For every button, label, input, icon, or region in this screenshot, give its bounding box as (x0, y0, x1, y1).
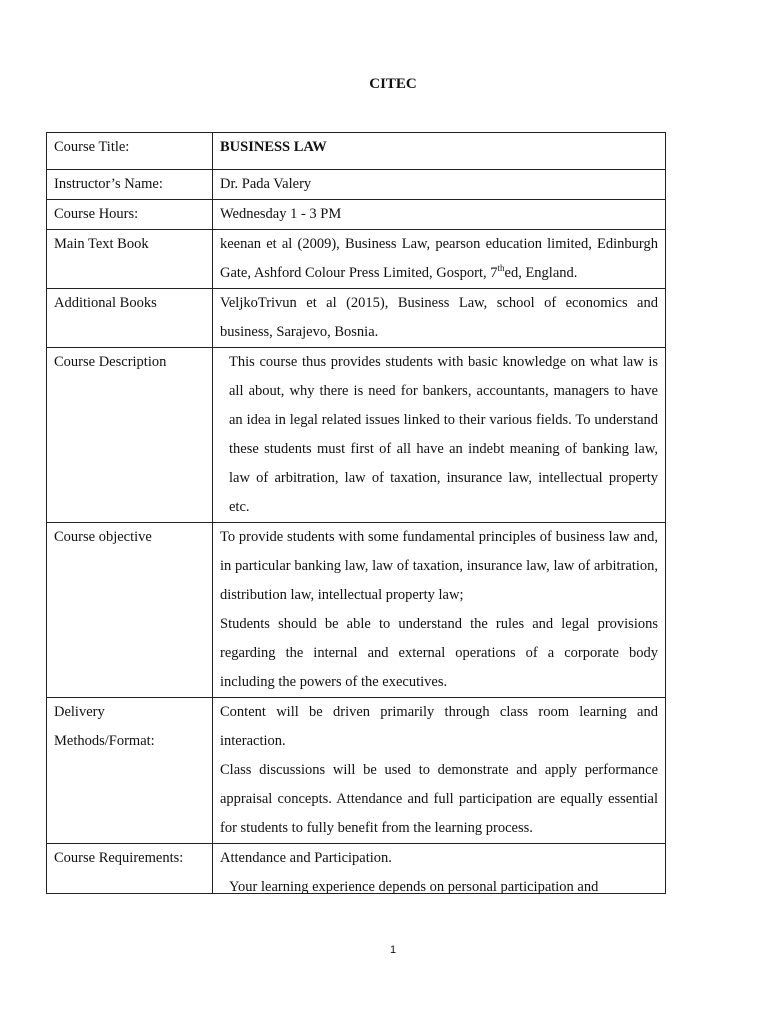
delivery-methods-value (213, 698, 666, 844)
course-description-value (213, 348, 666, 523)
course-title-label: Course Title: (47, 133, 213, 170)
course-requirements-label: Course Requirements: (47, 844, 213, 894)
hours-value: Wednesday 1 - 3 PM (213, 200, 666, 230)
main-text-book-value (213, 230, 666, 289)
main-text-book-label: Main Text Book (47, 230, 213, 289)
course-info-table (46, 132, 666, 894)
table-row-instructor (47, 170, 666, 200)
requirements-paragraph-2: Your learning experience depends on personal participation and (229, 879, 599, 893)
table-row-main-text-book (47, 230, 666, 289)
table-row-course-description (47, 348, 666, 523)
course-requirements-content (220, 844, 658, 893)
table-row-hours (47, 200, 666, 230)
delivery-methods-label (47, 698, 213, 844)
table-row-delivery-methods (47, 698, 666, 844)
hours-label: Course Hours: (47, 200, 213, 230)
edition-superscript: th (497, 263, 505, 274)
course-objective-paragraph-2: Students should be able to understand the rules and legal provisions regarding the internal and external operations of a corporate body including the powers of the executives. (220, 616, 658, 690)
delivery-paragraph-2: Class discussions will be used to demonstrate and apply performance appraisal concepts. Attendance and full participation are equally essential for students to fully benefit from the learning process. (220, 762, 658, 836)
page-number: 1 (389, 944, 397, 956)
course-requirements-value (213, 844, 666, 894)
delivery-paragraph-1: Content will be driven primarily through class room learning and interaction. (220, 704, 658, 749)
requirements-paragraph-1: Attendance and Participation. (220, 850, 392, 866)
delivery-label-line-1: Delivery (54, 704, 105, 720)
document-title: CITEC (369, 76, 417, 92)
course-description-text: This course thus provides students with basic knowledge on what law is all about, why there is need for bankers, accountants, managers to have an idea in legal related issues linked to their various fields. To understand these students must first of all have an indebt meaning of banking law, law of arbitration, law of taxation, insurance law, intellectual property etc. (229, 354, 658, 515)
course-objective-label: Course objective (47, 523, 213, 698)
instructor-label: Instructor’s Name: (47, 170, 213, 200)
table-row-course-objective (47, 523, 666, 698)
main-text-book-part2: ed, England. (504, 265, 578, 281)
additional-books-label: Additional Books (47, 289, 213, 348)
course-title-value: BUSINESS LAW (213, 133, 666, 170)
delivery-label-line-2: Methods/Format: (54, 733, 155, 749)
table-row-course-title (47, 133, 666, 170)
main-text-book-part1: keenan et al (2009), Business Law, pearson education limited, Edinburgh Gate, Ashford Colour Press Limited, Gosport, 7 (220, 236, 658, 281)
table-row-additional-books (47, 289, 666, 348)
additional-books-value: VeljkoTrivun et al (2015), Business Law, school of economics and business, Sarajevo, Bosnia. (213, 289, 666, 348)
instructor-value: Dr. Pada Valery (213, 170, 666, 200)
course-description-label: Course Description (47, 348, 213, 523)
table-row-course-requirements (47, 844, 666, 894)
course-objective-paragraph-1: To provide students with some fundamental principles of business law and, in particular banking law, law of taxation, insurance law, law of arbitration, distribution law, intellectual property law; (220, 529, 658, 603)
course-objective-value (213, 523, 666, 698)
